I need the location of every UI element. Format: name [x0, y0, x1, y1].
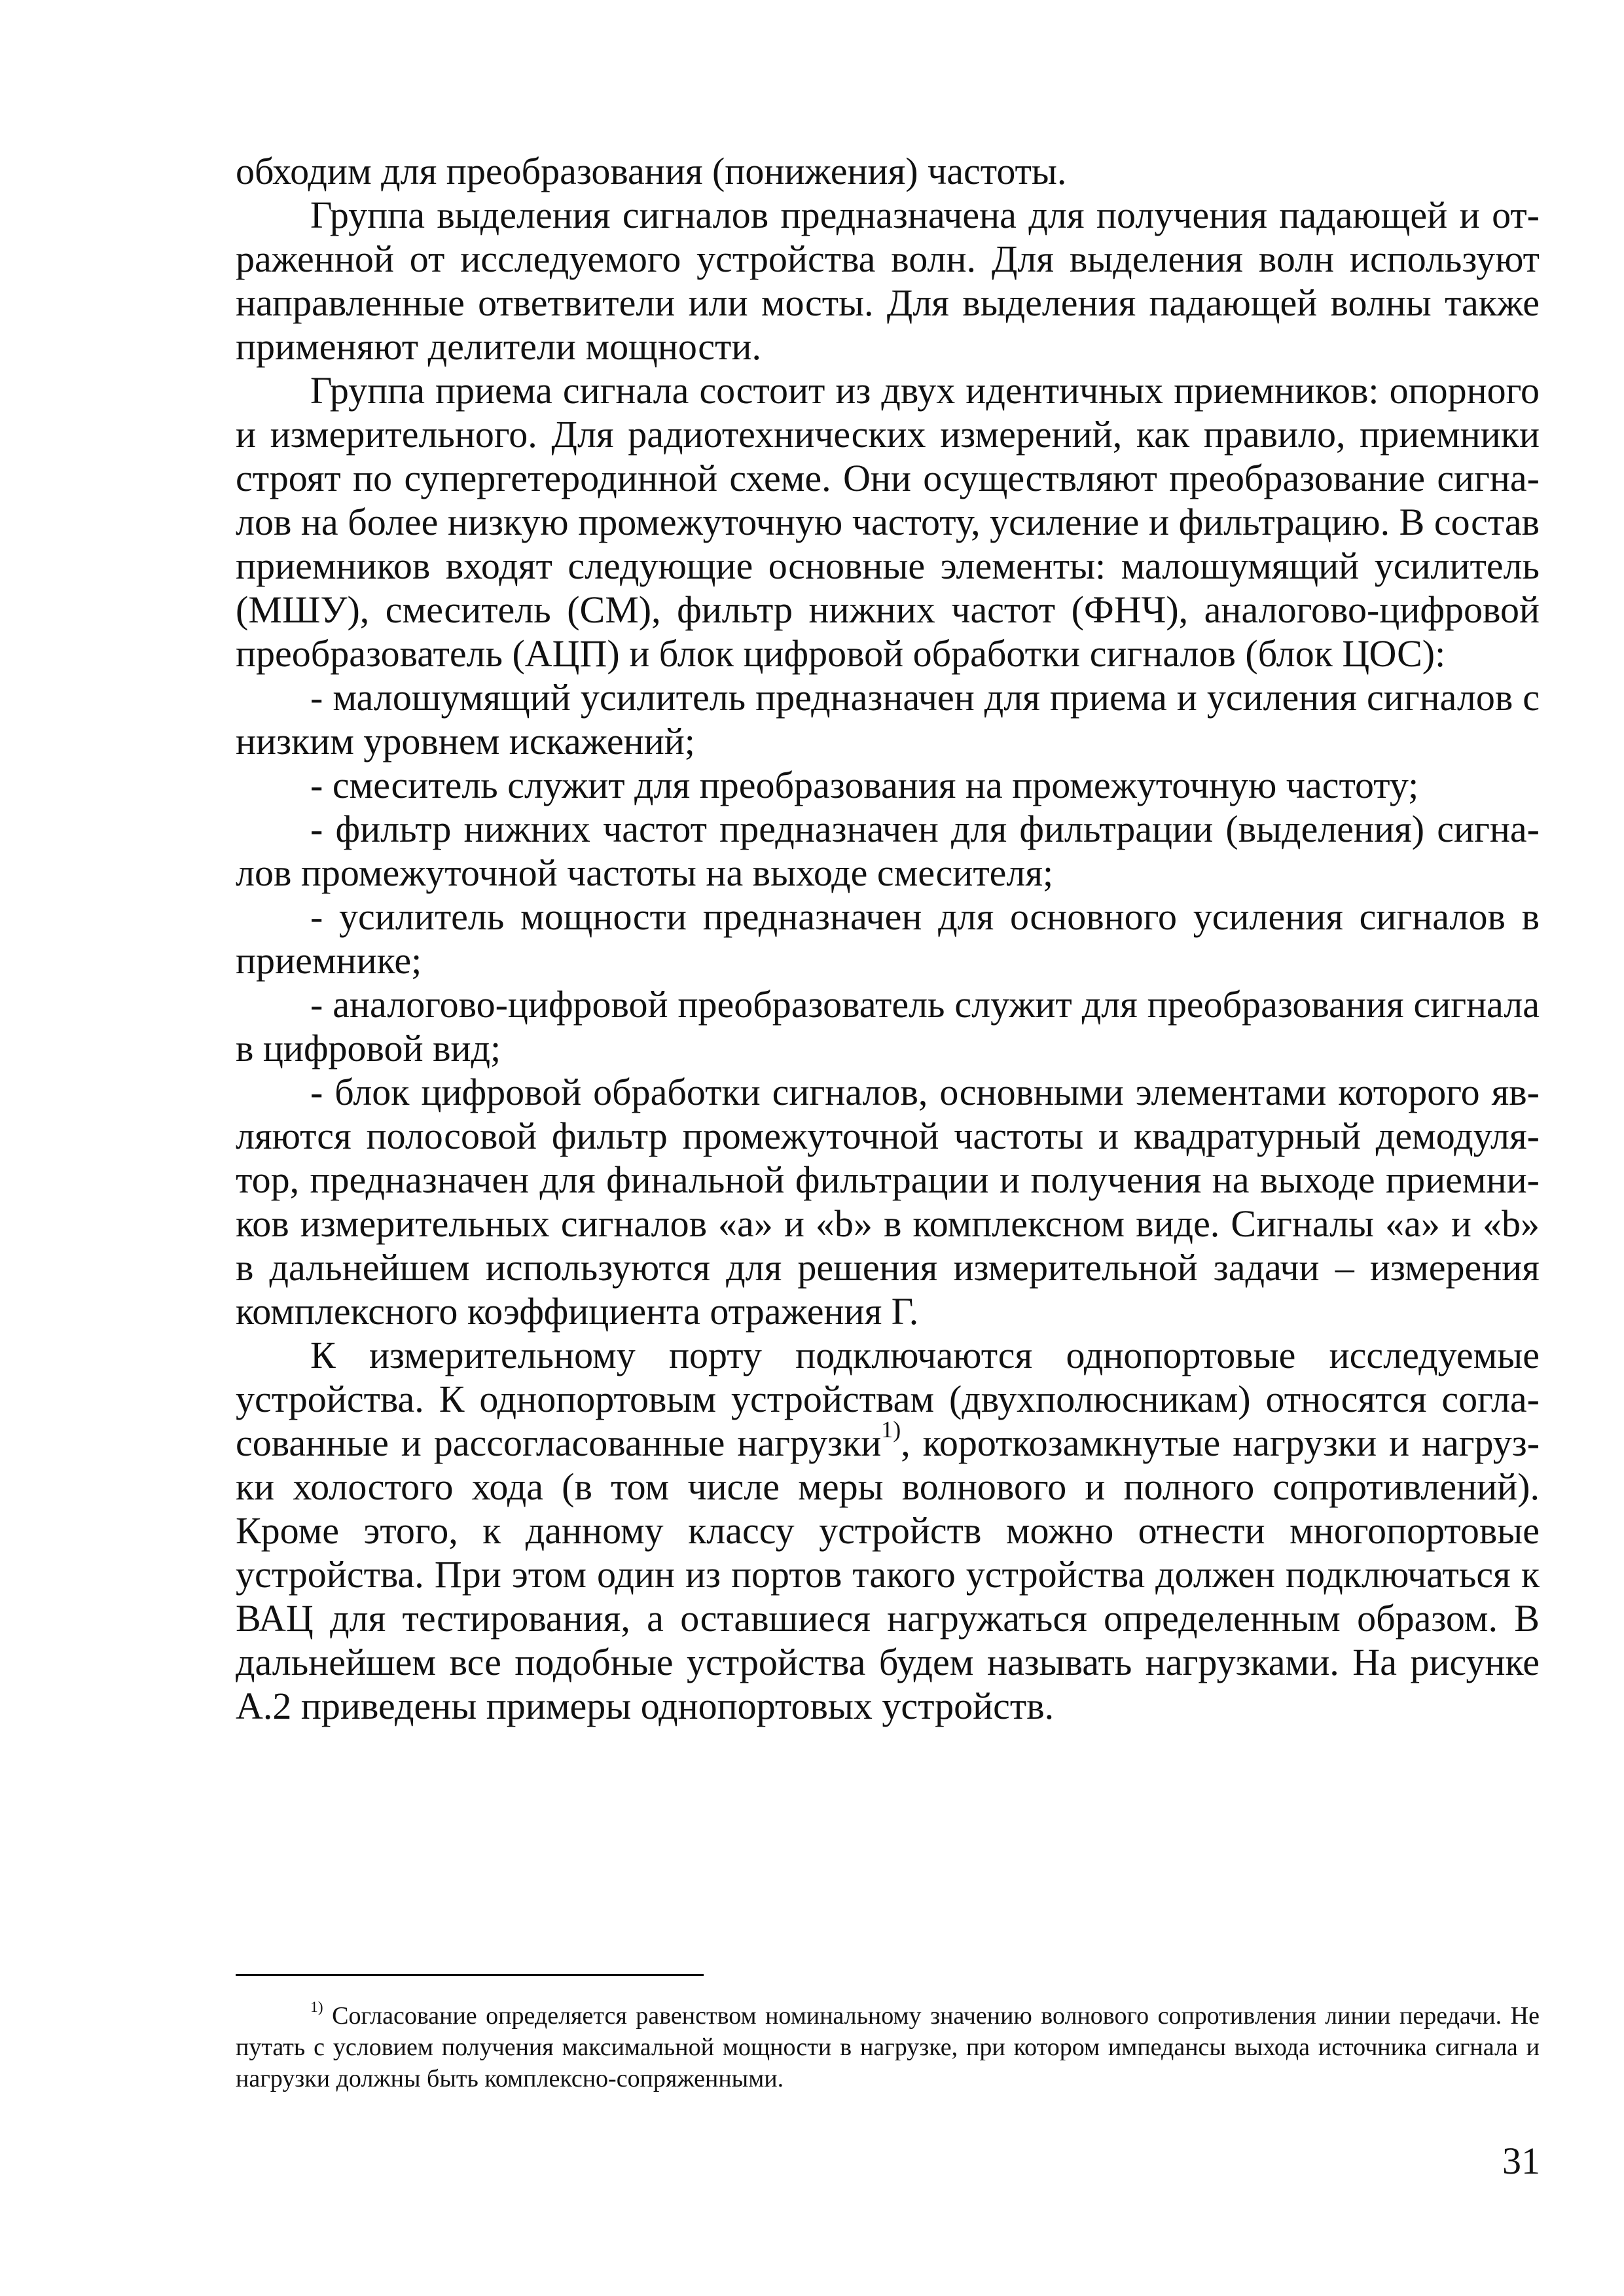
paragraph-receiver-group: Группа приема сигнала состоит из двух идентичных приемников: опорного и измерительного. Для радиотехнических измерений, как правило, приемники строят по супергетеродинной схеме. Они осуществляют преобразование сигналов на более низкую промежуточную частоту, усиление и фильтрацию. В состав приемников входят следующие основные элементы: малошумящий усилитель (МШУ), смеситель (СМ), фильтр нижних частот (ФНЧ), аналогово-цифровой преобразователь (АЦП) и блок цифровой обработки сигналов (блок ЦОС):: [236, 369, 1540, 675]
footnote-text: Согласование определяется равенством номинальному значению волнового сопротивления линии передачи. Не путать с условием получения максимальной мощности в нагрузке, при котором импедансы выхода источника сигнала и нагрузки должны быть комплексно-сопряженными.: [236, 2002, 1540, 2092]
page-number: 31: [1502, 2140, 1540, 2182]
page-body: [236, 149, 1540, 1728]
list-item-mixer: - смеситель служит для преобразования на промежуточную частоту;: [310, 764, 1419, 806]
list-item-adc: - аналогово-цифровой преобразователь служит для преобразования сигнала в цифровой вид;: [236, 983, 1540, 1069]
footnote-reference: 1): [881, 1416, 901, 1443]
paragraph-signal-separation: Группа выделения сигналов предназначена для получения падающей и отраженной от исследуемого устройства волн. Для выделения волн используют направленные ответвители или мосты. Для выделения падающей волны также применяют делители мощности.: [236, 194, 1540, 368]
paragraph-continuation: обходим для преобразования (понижения) частоты.: [236, 150, 1067, 192]
footnote: [236, 2000, 1540, 2094]
footnote-mark: 1): [310, 1998, 323, 2016]
footnote-separator: [236, 1974, 704, 1976]
list-item-dsp-block: - блок цифровой обработки сигналов, основными элементами которого являются полосовой фильтр промежуточной частоты и квадратурный демодулятор, предназначен для финальной фильтрации и получения на выходе приемников измерительных сигналов «a» и «b» в комплексном виде. Сигналы «a» и «b» в дальнейшем используются для решения измерительной задачи – измерения комплексного коэффициента отражения Г.: [236, 1071, 1540, 1333]
paragraph-text-part-1: К измерительному порту подключаются однопортовые исследуемые устройства. К однопортовым устройствам (двухполюсникам) относятся согласованные и рассогласованные нагрузки: [236, 1334, 1540, 1464]
paragraph-one-port-devices: [236, 1333, 1540, 1728]
paragraph-text-part-2: , короткозамкнутые нагрузки и нагрузки холостого хода (в том числе меры волнового и полного сопротивлений). Кроме этого, к данному классу устройств можно отнести многопортовые устройства. При этом один из портов такого устройства должен подключаться к ВАЦ для тестирования, а оставшиеся нагружаться определенным образом. В дальнейшем все подобные устройства будем называть нагрузками. На рисунке А.2 приведены примеры однопортовых устройств.: [236, 1422, 1540, 1727]
list-item-power-amplifier: - усилитель мощности предназначен для основного усиления сигналов в приемнике;: [236, 895, 1540, 982]
list-item-lpf: - фильтр нижних частот предназначен для фильтрации (выделения) сигналов промежуточной частоты на выходе смесителя;: [236, 808, 1540, 894]
list-item-lna: - малошумящий усилитель предназначен для приема и усиления сигналов с низким уровнем искажений;: [236, 676, 1540, 762]
